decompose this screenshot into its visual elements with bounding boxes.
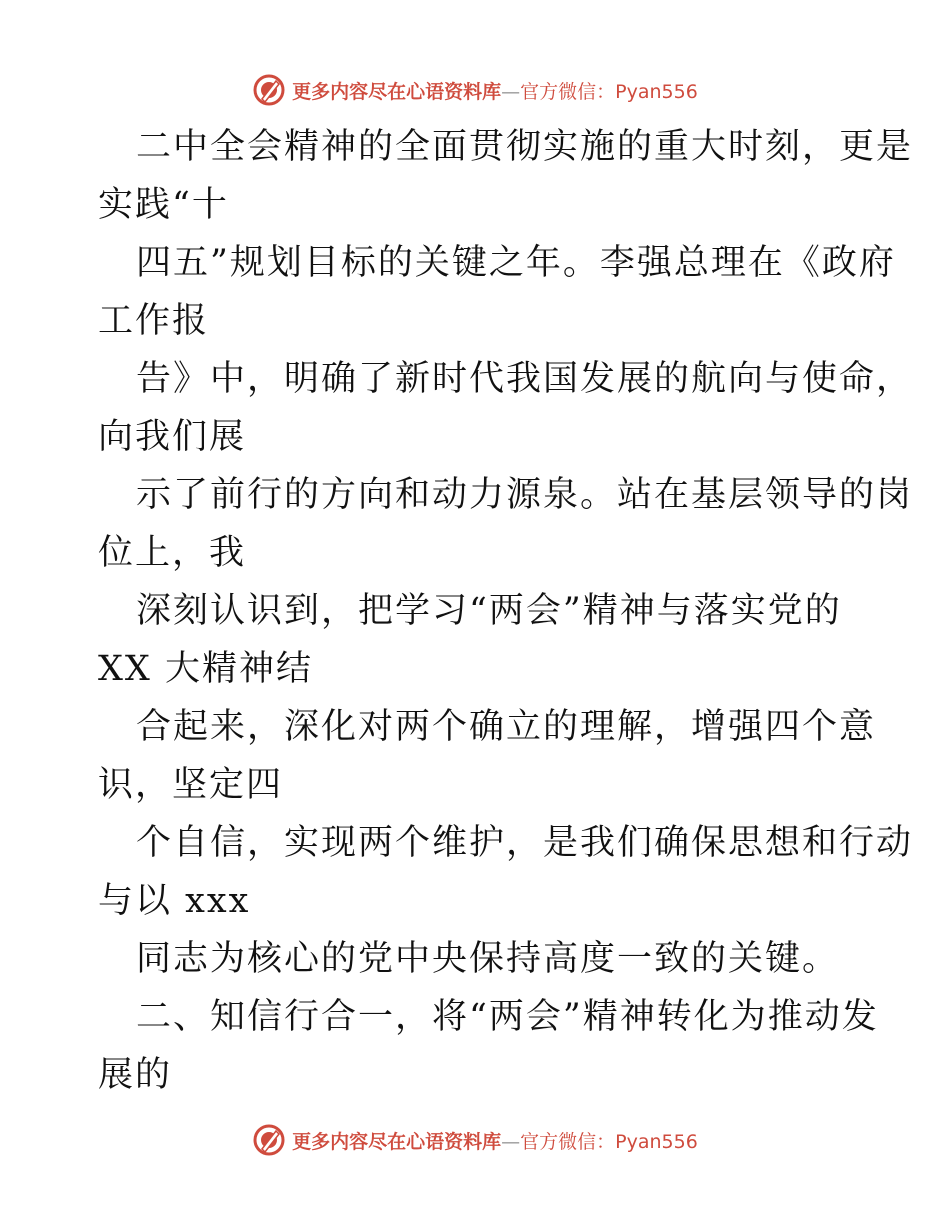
watermark-wechat: 官方微信：Pyan556 xyxy=(520,80,698,103)
pen-seal-icon xyxy=(252,1123,286,1157)
text-line: 个自信，实现两个维护，是我们确保思想和行动 xyxy=(136,823,914,863)
text-line: 展的 xyxy=(98,1055,173,1095)
watermark-wechat: 官方微信：Pyan556 xyxy=(520,1130,698,1153)
watermark-text: 更多内容尽在心语资料库 xyxy=(292,80,502,103)
text-line: 深刻认识到，把学习“两会”精神与落实党的 xyxy=(136,591,842,631)
header-watermark xyxy=(0,70,950,110)
pen-seal-icon xyxy=(252,73,286,107)
document-body xyxy=(98,118,914,1104)
watermark-text: 更多内容尽在心语资料库 xyxy=(292,1130,502,1153)
text-line: 位上，我 xyxy=(98,533,247,573)
watermark-separator: — xyxy=(501,1130,521,1153)
text-line: 与以 xxx xyxy=(98,881,251,921)
text-line: 告》中，明确了新时代我国发展的航向与使命， xyxy=(136,359,914,399)
text-line: XX 大精神结 xyxy=(98,649,313,689)
text-line: 二、知信行合一，将“两会”精神转化为推动发 xyxy=(136,997,879,1037)
text-line: 示了前行的方向和动力源泉。站在基层领导的岗 xyxy=(136,475,914,515)
watermark-separator: — xyxy=(501,80,521,103)
text-line: 工作报 xyxy=(98,301,210,341)
text-line: 实践“十 xyxy=(98,185,229,225)
text-line: 同志为核心的党中央保持高度一致的关键。 xyxy=(136,939,840,979)
text-line: 二中全会精神的全面贯彻实施的重大时刻，更是 xyxy=(136,127,914,167)
text-line: 四五”规划目标的关键之年。李强总理在《政府 xyxy=(136,243,896,283)
footer-watermark xyxy=(0,1120,950,1160)
text-line: 合起来，深化对两个确立的理解，增强四个意 xyxy=(136,707,877,747)
text-line: 识，坚定四 xyxy=(98,765,284,805)
text-line: 向我们展 xyxy=(98,417,247,457)
